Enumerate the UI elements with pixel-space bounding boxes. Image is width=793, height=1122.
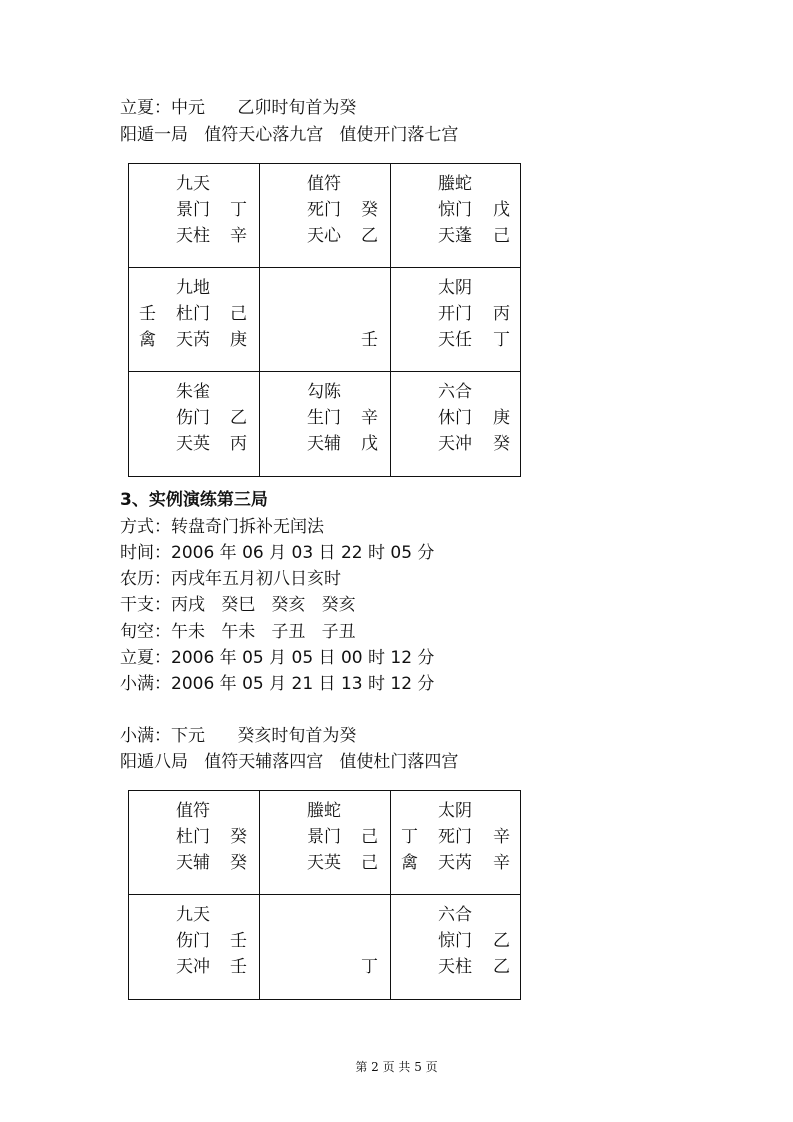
star-label: 天芮	[438, 853, 472, 873]
god-label: 太阴	[438, 278, 472, 298]
star-label: 天任	[438, 330, 472, 350]
palace-cell	[391, 372, 522, 476]
palace-cell	[129, 268, 260, 371]
star-stem: 壬	[230, 957, 247, 977]
star-stem: 丙	[230, 434, 247, 454]
door-label: 景门	[307, 827, 341, 847]
star-stem: 辛	[493, 853, 510, 873]
palace-cell	[129, 895, 260, 999]
center-stem: 丁	[361, 957, 378, 977]
door-stem: 己	[230, 304, 247, 324]
chart-row	[129, 791, 520, 895]
extra-stem: 丁	[401, 827, 418, 847]
door-label: 惊门	[438, 200, 472, 220]
star-label: 天英	[307, 853, 341, 873]
chart-row	[129, 164, 520, 268]
god-label: 九地	[176, 278, 210, 298]
star-label: 天芮	[176, 330, 210, 350]
door-stem: 乙	[230, 408, 247, 428]
page-footer: 第 2 页 共 5 页	[355, 1060, 438, 1074]
god-label: 九天	[176, 905, 210, 925]
door-stem: 壬	[230, 931, 247, 951]
door-label: 死门	[307, 200, 341, 220]
god-label: 六合	[438, 382, 472, 402]
xiazhi-yuan-line: 立夏：中元 乙卯时旬首为癸	[120, 98, 357, 118]
palace-cell	[129, 791, 260, 894]
door-label: 开门	[438, 304, 472, 324]
god-label: 勾陈	[307, 382, 341, 402]
star-stem: 戊	[361, 434, 378, 454]
star-label: 天柱	[176, 226, 210, 246]
star-stem: 庚	[230, 330, 247, 350]
star-stem: 己	[493, 226, 510, 246]
star-label: 天柱	[438, 957, 472, 977]
god-label: 值符	[307, 174, 341, 194]
star-label: 天心	[307, 226, 341, 246]
star-stem: 己	[361, 853, 378, 873]
palace-cell	[391, 895, 522, 999]
palace-cell	[391, 164, 522, 267]
extra-star: 禽	[139, 330, 156, 350]
god-label: 螣蛇	[438, 174, 472, 194]
center-palace-cell	[260, 895, 391, 999]
door-stem: 辛	[361, 408, 378, 428]
door-label: 生门	[307, 408, 341, 428]
chart-row	[129, 372, 520, 476]
xiaoman-yuan-line: 小满：下元 癸亥时旬首为癸	[120, 726, 357, 746]
star-label: 天蓬	[438, 226, 472, 246]
door-label: 杜门	[176, 304, 210, 324]
god-label: 朱雀	[176, 382, 210, 402]
star-stem: 乙	[493, 957, 510, 977]
door-stem: 乙	[493, 931, 510, 951]
palace-cell	[391, 268, 522, 371]
door-label: 惊门	[438, 931, 472, 951]
info-xunkong: 旬空：午未 午未 子丑 子丑	[120, 622, 356, 642]
star-stem: 乙	[361, 226, 378, 246]
star-label: 天辅	[176, 853, 210, 873]
info-time: 时间：2006 年 06 月 03 日 22 时 05 分	[120, 543, 435, 563]
god-label: 太阴	[438, 801, 472, 821]
palace-cell	[260, 791, 391, 894]
god-label: 六合	[438, 905, 472, 925]
info-ganzhi: 干支：丙戌 癸巳 癸亥 癸亥	[120, 595, 356, 615]
chart-row	[129, 268, 520, 372]
yindun-ju-line: 阳遁一局 值符天心落九宫 值使开门落七宫	[120, 125, 459, 145]
door-label: 死门	[438, 827, 472, 847]
door-stem: 癸	[230, 827, 247, 847]
extra-star: 禽	[401, 853, 418, 873]
door-stem: 庚	[493, 408, 510, 428]
qimen-chart-3	[128, 790, 521, 1000]
palace-cell	[260, 164, 391, 267]
door-label: 景门	[176, 200, 210, 220]
qimen-chart-2	[128, 163, 521, 477]
door-stem: 丙	[493, 304, 510, 324]
door-stem: 辛	[493, 827, 510, 847]
star-label: 天冲	[176, 957, 210, 977]
chart-row	[129, 895, 520, 999]
palace-cell	[260, 372, 391, 476]
star-label: 天冲	[438, 434, 472, 454]
door-stem: 癸	[361, 200, 378, 220]
star-stem: 丁	[493, 330, 510, 350]
info-lixia: 立夏：2006 年 05 月 05 日 00 时 12 分	[120, 648, 435, 668]
god-label: 九天	[176, 174, 210, 194]
door-label: 休门	[438, 408, 472, 428]
center-palace-cell	[260, 268, 391, 371]
door-label: 杜门	[176, 827, 210, 847]
door-stem: 戊	[493, 200, 510, 220]
god-label: 螣蛇	[307, 801, 341, 821]
extra-stem: 壬	[139, 304, 156, 324]
palace-cell	[391, 791, 522, 894]
palace-cell	[129, 164, 260, 267]
door-label: 伤门	[176, 408, 210, 428]
yangdun-ju-line: 阳遁八局 值符天辅落四宫 值使杜门落四宫	[120, 752, 459, 772]
door-label: 伤门	[176, 931, 210, 951]
center-stem: 壬	[361, 330, 378, 350]
star-label: 天辅	[307, 434, 341, 454]
star-label: 天英	[176, 434, 210, 454]
section-heading: 3、实例演练第三局	[120, 490, 268, 510]
info-method: 方式：转盘奇门拆补无闰法	[120, 517, 324, 537]
door-stem: 丁	[230, 200, 247, 220]
info-xiaoman: 小满：2006 年 05 月 21 日 13 时 12 分	[120, 674, 435, 694]
star-stem: 辛	[230, 226, 247, 246]
door-stem: 己	[361, 827, 378, 847]
star-stem: 癸	[230, 853, 247, 873]
info-lunar: 农历：丙戌年五月初八日亥时	[120, 569, 341, 589]
palace-cell	[129, 372, 260, 476]
god-label: 值符	[176, 801, 210, 821]
star-stem: 癸	[493, 434, 510, 454]
